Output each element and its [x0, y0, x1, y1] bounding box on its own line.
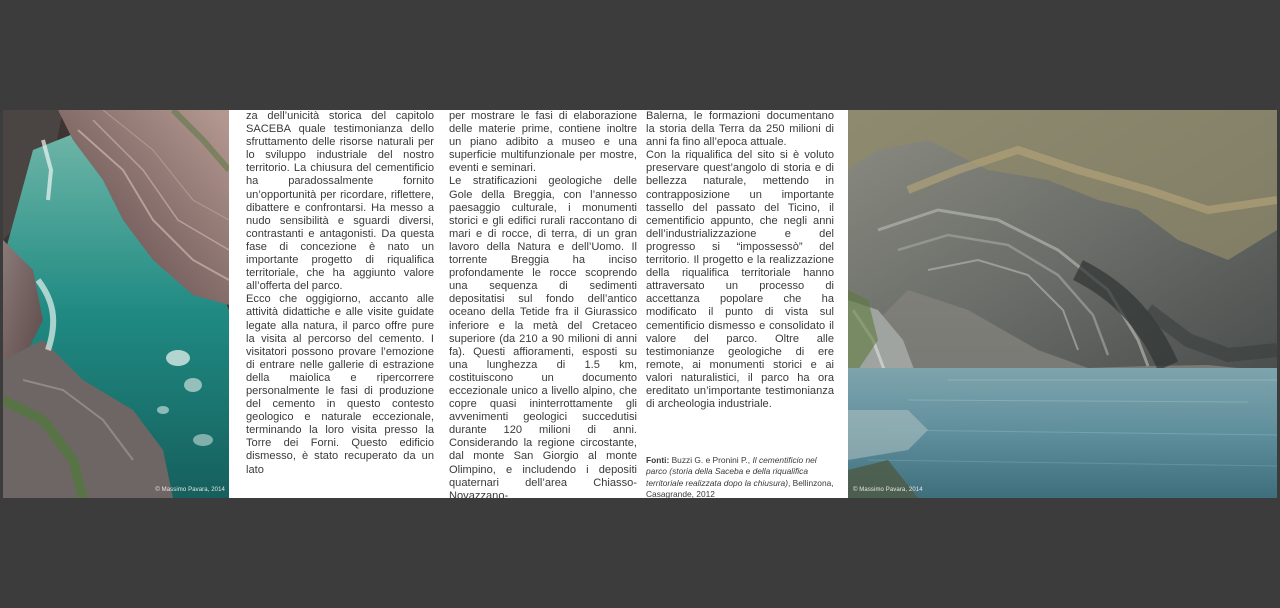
paragraph: Balerna, le formazioni documentano la storia della Terra da 250 milioni di anni fa fino all’epoca attuale.: [646, 110, 834, 149]
paragraph: Le stratificazioni geologiche delle Gole della Breggia, con l’annesso paesaggio culturale, i monumenti storici e gli edifici rurali raccontano di mari e di rocce, di terra, di un gran lavoro della Natura e dell’Uomo. Il torrente Breggia ha inciso profondamente le rocce scoprendo una sequenza di sedimenti depositatisi sul fondo dell’antico oceano della Tetide fra il Giurassico inferiore e la metà del Cretaceo superiore (da 210 a 90 milioni di anni fa). Questi affioramenti, esposti su una lunghezza di 1.5 km, costituiscono un documento eccezionale unico a livello alpino, che copre quasi ininterrottamente gli avvenimenti geologici succedutisi durante 120 milioni di anni. Considerando la regione circostante, dal monte San Giorgio al monte Olimpino, e includendo i depositi quaternari dell’area Chiasso-Novazzano-: [449, 175, 637, 502]
paragraph: Con la riqualifica del sito si è voluto preservare quest’angolo di storia e di bellezza naturale, mettendo in contrapposizione un importante tassello del passato del Ticino, il cementificio appunto, che negli anni dell’industrializzazione e del progresso si “impossessò” del territorio. Il progetto e la realizzazione della riqualifica territoriale hanno attraversato un processo di accettanza popolare che ha modificato il punto di vista sul cementificio dismesso e consolidato il valore del parco. Oltre alle testimonianze geologiche di ere remote, ai monumenti storici e ai valori naturalistici, il parco ha ora ereditato un’importante testimonianza di archeologia industriale.: [646, 149, 834, 411]
sources-note: [646, 455, 834, 501]
gorge-photo-left: [3, 110, 229, 498]
text-column-1: [246, 110, 434, 477]
text-column-2: [449, 110, 637, 503]
paragraph: per mostrare le fasi di elaborazione delle materie prime, contiene inoltre un piano adibito a museo e una superficie multifunzionale per mostre, eventi e seminari.: [449, 110, 637, 175]
paragraph: Ecco che oggigiorno, accanto alle attività didattiche e alle visite guidate legate alla natura, il parco offre pure la visita al percorso del cemento. I visitatori possono provare l’emozione di entrare nelle gallerie di estrazione della maiolica e ripercorrere personalmente le fasi di produzione del cemento in questo contesto geologico e naturale eccezionale, terminando la loro visita presso la Torre dei Forni. Questo edificio dismesso, è stato recuperato da un lato: [246, 293, 434, 476]
paragraph: za dell’unicità storica del capitolo SACEBA quale testimonianza dello sfruttamento delle risorse naturali per lo sviluppo industriale del nostro territorio. La chiusura del cementificio ha paradossalmente fornito un’opportunità per ricordare, riflettere, dibattere e confrontarsi. Ha messo a nudo sensibilità e sguardi diversi, contrastanti e antagonisti. Da questa fase di concezione è nato un importante progetto di riqualifica territoriale, che ha aggiunto valore all’offerta del parco.: [246, 110, 434, 293]
photo-credit-left: © Massimo Pavara, 2014: [155, 487, 225, 493]
rock-arch-illustration: [848, 110, 1277, 498]
magazine-spread: [3, 110, 1277, 502]
gorge-photo-right: [848, 110, 1277, 498]
gorge-illustration: [3, 110, 229, 498]
sources-title: Il cementificio nel parco (storia della Saceba e della riqualifica territoriale realizzata dopo la chiusura): [646, 455, 817, 488]
text-column-3: [646, 110, 834, 411]
photo-credit-right: © Massimo Pavara, 2014: [853, 487, 923, 493]
sources-authors: Buzzi G. e Pronini P.,: [669, 455, 753, 465]
sources-publisher: , Bellinzona, Casagrande, 2012: [646, 477, 834, 500]
sources-label: Fonti:: [646, 455, 670, 465]
